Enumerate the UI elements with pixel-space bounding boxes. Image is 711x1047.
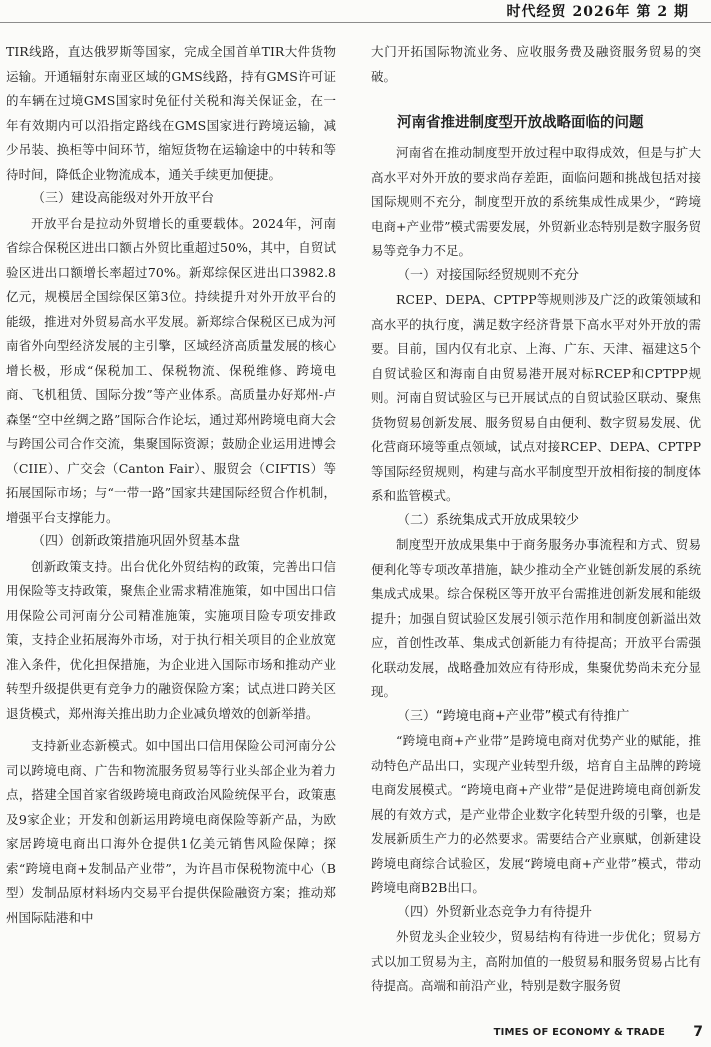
paragraph: RCEP、DEPA、CPTPP等规则涉及广泛的政策领域和高水平的执行度，满足数字经济背景下高水平对外开放的需要。目前，国内仅有北京、上海、广东、天津、福建这5个自贸试验区和海南自由贸易港开展对标RCEP和CPTPP规则。河南自贸试验区与已开展试点的自贸试验区联动、聚焦货物贸易创新发展、服务贸易自由便利、数字贸易发展、优化营商环境等重点领域，试点对接RCEP、DEPA、CPTPP等国际经贸规则，构建与高水平制度型开放相衔接的制度体系和监管模式。	[371, 292, 701, 503]
section-heading: （一）对接国际经贸规则不充分	[397, 267, 580, 283]
paragraph: 开放平台是拉动外贸增长的重要载体。2024年，河南省综合保税区进出口额占外贸比重超过50%，其中，自贸试验区进出口额增长率超过70%。新郑综保区进出口3982.8亿元，规模居全国综保区第3位。持续提升对外开放平台的能级，推进对外贸易高水平发展。新郑综合保税区已成为河南省外向型经济发展的主引擎，区域经济高质量发展的核心增长极，形成“保税加工、保税物流、保税维修、跨境电商、飞机租赁、国际分拨”等产业体系。高质量办好郑州-卢森堡“空中丝绸之路”国际合作论坛，通过郑州跨境电商大会与跨国公司合作交流，集聚国际资源；鼓励企业运用进博会（CIIE）、广交会（Canton Fair）、服贸会（CIFTIS）等拓展国际市场；与“一带一路”国家共建国际经贸合作机制，增强平台支撑能力。	[6, 215, 336, 525]
issue-number: 第 2 期	[636, 4, 689, 20]
page-footer	[0, 1023, 711, 1047]
right-column	[371, 40, 701, 1020]
section-heading: （三）“跨境电商+产业带”模式有待推广	[397, 708, 630, 724]
section-heading: （四）外贸新业态竞争力有待提升	[397, 904, 593, 920]
left-column	[6, 40, 336, 1020]
section-heading: （三）建设高能级对外开放平台	[32, 191, 215, 206]
header-title	[501, 1, 689, 21]
issue-year: 2026年	[572, 4, 631, 20]
page-header	[0, 0, 711, 23]
page-number: 7	[693, 1024, 703, 1040]
chapter-heading: 河南省推进制度型开放战略面临的问题	[397, 115, 644, 131]
paragraph: “跨境电商+产业带”是跨境电商对优势产业的赋能，推动特色产品出口，实现产业转型升级，培育自主品牌的跨境电商发展模式。“跨境电商+产业带”是促进跨境电商创新发展的有效方式，是产业带企业数字化转型升级的引擎，也是发展新质生产力的必然要求。需要结合产业禀赋，创新建设跨境电商综合试验区，发展“跨境电商+产业带”模式，带动跨境电商B2B出口。	[371, 733, 701, 895]
paragraph: 河南省在推动制度型开放过程中取得成效，但是与扩大高水平对外开放的要求尚存差距，面临问题和挑战包括对接国际规则不充分，制度型开放的系统集成性成果少，“跨境电商+产业带”模式需要发展，外贸新业态特别是数字服务贸易等竞争力不足。	[371, 145, 701, 258]
paragraph: 大门开拓国际物流业务、应收服务费及融资服务贸易的突破。	[371, 44, 701, 84]
section-heading: （四）创新政策措施巩固外贸基本盘	[32, 534, 241, 549]
paragraph: 创新政策支持。出台优化外贸结构的政策，完善出口信用保险等支持政策，聚焦企业需求精准施策，如中国出口信用保险公司河南分公司精准施策，实施项目险专项安排政策，支持企业拓展海外市场，对于执行相关项目的企业放宽准入条件，优化担保措施，为企业进入国际市场和推动产业转型升级提供更有竞争力的融资保险方案；试点进口跨关区退货模式，郑州海关推出助力企业减负增效的创新举措。	[6, 558, 336, 721]
journal-english-name: TIMES OF ECONOMY & TRADE	[493, 1027, 665, 1038]
paragraph: 制度型开放成果集中于商务服务办事流程和方式、贸易便利化等专项改革措施，缺少推动全产业链创新发展的系统集成式成果。综合保税区等开放平台需推进创新发展和能级提升；加强自贸试验区发展引领示范作用和制度创新溢出效应，首创性改革、集成式创新能力有待提高；开放平台需强化联动发展，战略叠加效应有待形成，集聚优势尚未充分显现。	[371, 537, 701, 699]
paragraph: 外贸龙头企业较少，贸易结构有待进一步优化；贸易方式以加工贸易为主，高附加值的一般贸易和服务贸易占比有待提高。高端和前沿产业，特别是数字服务贸	[371, 929, 701, 993]
paragraph: TIR线路，直达俄罗斯等国家，完成全国首单TIR大件货物运输。开通辐射东南亚区域的GMS线路，持有GMS许可证的车辆在过境GMS国家时免征付关税和海关保证金，在一年有效期内可以沿指定路线在GMS国家进行跨境运输，减少吊装、换柜等中间环节，缩短货物在运输途中的中转和等待时间，降低企业物流成本，通关手续更加便捷。	[6, 44, 336, 182]
magazine-name: 时代经贸	[506, 4, 567, 20]
paragraph: 支持新业态新模式。如中国出口信用保险公司河南分公司以跨境电商、广告和物流服务贸易等行业头部企业为着力点，搭建全国首家省级跨境电商政治风险统保平台，政策惠及9家企业；开发和创新运用跨境电商保险等新产品，为欧家居跨境电商出口海外仓提供1亿美元销售风险保障；探索“跨境电商+发制品产业带”，为许昌市保税物流中心（B型）发制品原材料场内交易平台提供保险融资方案；推动郑州国际陆港和中	[6, 738, 336, 925]
section-heading: （二）系统集成式开放成果较少	[397, 512, 580, 528]
